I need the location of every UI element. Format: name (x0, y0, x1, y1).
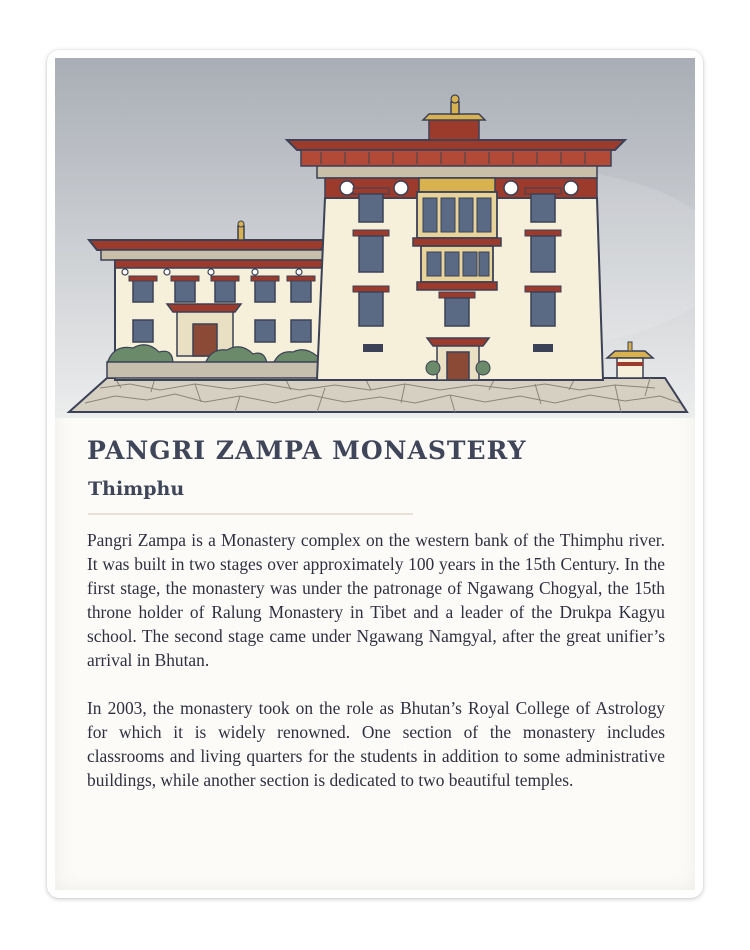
monastery-card (47, 50, 703, 898)
description (87, 528, 665, 816)
title-divider (88, 513, 413, 515)
monastery-illustration (55, 58, 695, 418)
description-paragraph-1: Pangri Zampa is a Monastery complex on the western bank of the Thimphu river. It was built in two stages over approximately 100 years in the 15th Century. In the first stage, the monastery was under the patronage of Ngawang Chogyal, the 15th throne holder of Ralung Monastery in Tibet and a leader of the Drukpa Kagyu school. The second stage came under Ngawang Namgyal, after the great unifier’s arrival in Bhutan. (87, 530, 665, 670)
stone-courtyard (69, 378, 687, 412)
description-paragraph-2: In 2003, the monastery took on the role as Bhutan’s Royal College of Astrology for which it is widely renowned. One section of the monastery includes classrooms and living quarters for the students in addition to some administrative buildings, while another section is dedicated to two beautiful temples. (87, 698, 665, 790)
card-inner (55, 58, 695, 890)
location-subtitle: Thimphu (88, 478, 185, 500)
left-wing (89, 221, 327, 380)
page-title: PANGRI ZAMPA MONASTERY (87, 436, 527, 465)
